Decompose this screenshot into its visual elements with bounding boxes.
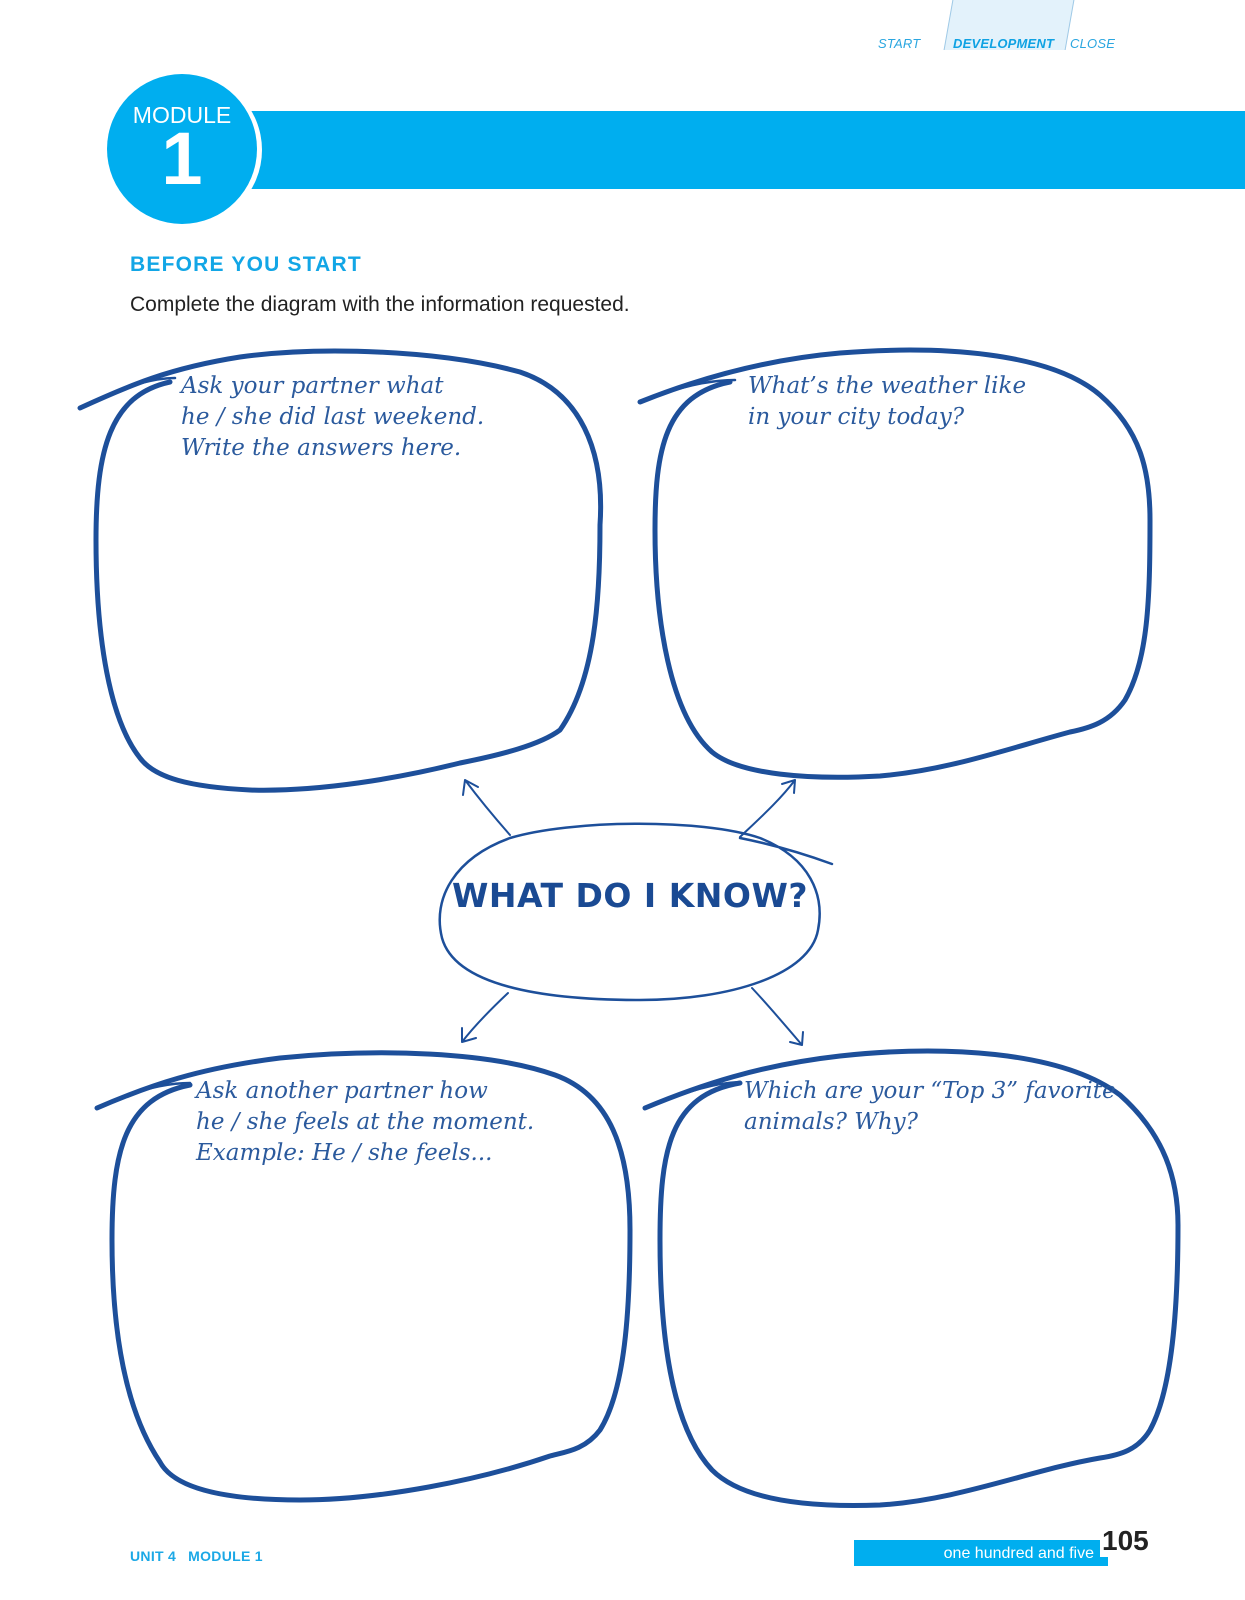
- footer-unit: UNIT 4: [130, 1548, 177, 1564]
- tab-close[interactable]: CLOSE: [1070, 36, 1116, 51]
- prompt-feelings: Ask another partner how he / she feels at the moment. Example: He / she feels...: [196, 1078, 535, 1166]
- instruction-text: Complete the diagram with the information requested.: [130, 293, 630, 316]
- tab-development[interactable]: DEVELOPMENT: [953, 36, 1055, 51]
- section-heading: BEFORE YOU START: [130, 253, 362, 276]
- arrow-to-bubble-2: [740, 780, 795, 837]
- footer-unit-module: [130, 1548, 263, 1564]
- page-number: 105: [1102, 1525, 1149, 1556]
- module-number: 1: [161, 117, 203, 200]
- prompt-last-weekend: Ask your partner what he / she did last weekend. Write the answers here.: [181, 373, 485, 461]
- footer-module: MODULE 1: [188, 1548, 263, 1564]
- center-title: WHAT DO I KNOW?: [452, 876, 808, 915]
- prompt-weather: What’s the weather like in your city today?: [748, 373, 1027, 430]
- arrow-to-bubble-1: [463, 780, 510, 835]
- page-number-words: one hundred and five: [943, 1545, 1094, 1562]
- prompt-favorite-animals: Which are your “Top 3” favorite animals? Why?: [744, 1078, 1116, 1135]
- arrow-to-bubble-3: [462, 993, 508, 1042]
- arrow-to-bubble-4: [752, 988, 803, 1045]
- tab-start[interactable]: START: [878, 36, 921, 51]
- module-label: MODULE: [132, 102, 232, 128]
